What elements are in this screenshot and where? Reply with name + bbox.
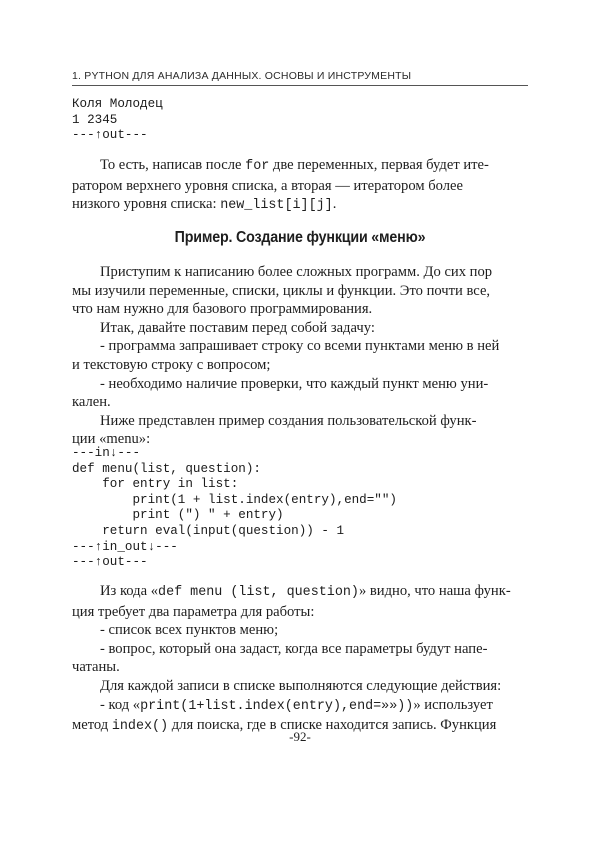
paragraph-line: мы изучили переменные, списки, циклы и функции. Это почти все, bbox=[72, 282, 491, 299]
inline-code: for bbox=[245, 159, 270, 174]
paragraph-line: чатаны. bbox=[72, 659, 120, 676]
paragraph-line: Итак, давайте поставим перед собой задачу: bbox=[100, 319, 375, 336]
inline-code: print(1+list.index(entry),end=»»)) bbox=[140, 698, 414, 714]
inline-code: index() bbox=[111, 719, 169, 735]
paragraph-line: ция требует два параметра для работы: bbox=[72, 603, 315, 620]
paragraph-line: Для каждой записи в списке выполняются следующие действия: bbox=[100, 677, 502, 694]
code-line: ---↑out--- bbox=[72, 555, 148, 570]
paragraph-line: метод index() для поиска, где в списке находится запись. Функция bbox=[72, 717, 497, 735]
output-line: ---↑out--- bbox=[72, 128, 148, 143]
code-line: ---in↓--- bbox=[72, 446, 141, 460]
section-heading: Пример. Создание функции «меню» bbox=[174, 229, 426, 246]
code-block bbox=[72, 446, 397, 571]
inline-code: def menu (list, question) bbox=[158, 585, 359, 600]
page-number: -92- bbox=[289, 729, 311, 744]
paragraph-line: Ниже представлен пример создания пользовательской функ- bbox=[100, 412, 477, 429]
paragraph-intro bbox=[72, 263, 510, 449]
paragraph-line: ции «menu»: bbox=[72, 431, 151, 448]
output-block bbox=[72, 97, 163, 144]
paragraph-line: Из кода «def menu (list, question)» видно, что наша функ- bbox=[100, 583, 511, 600]
paragraph-line: То есть, написав после for две переменных, первая будет ите- bbox=[100, 157, 489, 174]
paragraph-line: что нам нужно для базового программирования. bbox=[72, 301, 373, 318]
paragraph-line: низкого уровня списка: new_list[i][j]. bbox=[72, 196, 337, 214]
paragraph-line: ратором верхнего уровня списка, а вторая — итератором более bbox=[72, 177, 464, 194]
output-line: Коля Молодец bbox=[72, 97, 163, 111]
list-item: - необходимо наличие проверки, что каждый пункт меню уни- bbox=[100, 375, 489, 392]
inline-code: new_list[i][j] bbox=[220, 198, 333, 214]
code-line: print(1 + list.index(entry),end="") bbox=[72, 492, 397, 507]
code-line: ---↑in_out↓--- bbox=[72, 539, 178, 554]
code-line: print (") " + entry) bbox=[72, 508, 284, 523]
code-line: for entry in list: bbox=[72, 477, 239, 492]
list-item: - список всех пунктов меню; bbox=[100, 622, 279, 639]
paragraph-line: Приступим к написанию более сложных программ. До сих пор bbox=[100, 264, 493, 280]
output-line: 1 2345 bbox=[72, 112, 118, 127]
paragraph-line: кален. bbox=[72, 394, 111, 411]
code-line: def menu(list, question): bbox=[72, 461, 261, 476]
paragraph-explanation bbox=[72, 582, 510, 737]
running-header: 1. PYTHON ДЛЯ АНАЛИЗА ДАННЫХ. ОСНОВЫ И ИНСТРУМЕНТЫ bbox=[72, 70, 528, 86]
paragraph-line: и текстовую строку с вопросом; bbox=[72, 356, 271, 373]
list-item: - код «print(1+list.index(entry),end=»»))» использует bbox=[100, 696, 493, 714]
code-line: return eval(input(question)) - 1 bbox=[72, 523, 345, 538]
list-item: - программа запрашивает строку со всеми пунктами меню в ней bbox=[100, 338, 500, 355]
list-item: - вопрос, который она задаст, когда все параметры будут напе- bbox=[100, 640, 488, 657]
paragraph-iterators bbox=[72, 156, 510, 216]
